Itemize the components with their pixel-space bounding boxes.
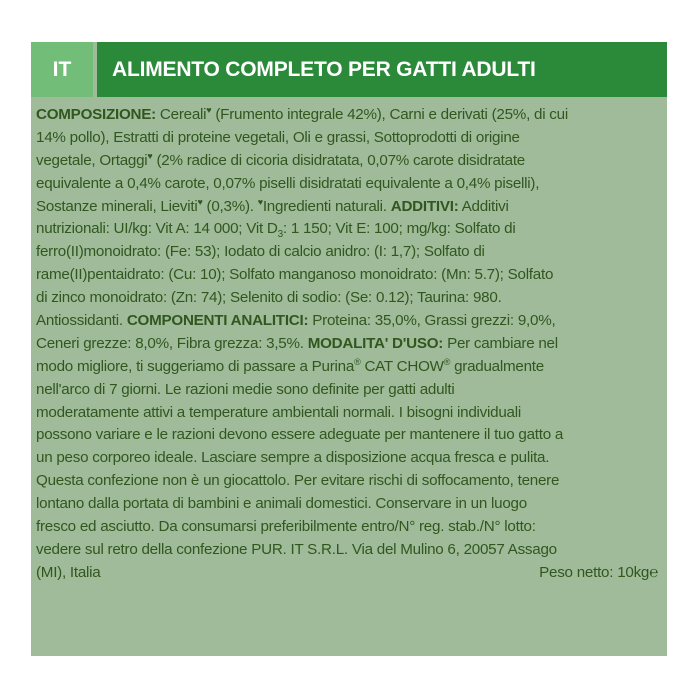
text-line [36,402,660,425]
text-segment: ® [443,356,451,367]
label-header [31,42,667,97]
section-heading: COMPONENTI ANALITICI: [126,312,309,330]
text-segment: ® [354,356,361,367]
text-segment: Ceneri grezze: 8,0%, Fibra grezza: 3,5%. [36,334,308,352]
text-line [36,424,660,447]
text-segment: Per cambiare nel [443,334,558,352]
text-segment: Questa confezione non è un giocattolo. Per evitare rischi di soffocamento, tenere [36,472,560,490]
text-segment: (Frumento integrale 42%), Carni e derivati (25%, di cui [211,106,568,123]
text-segment: Cereali [155,106,207,123]
text-segment: ♥ [206,104,212,115]
text-segment: Ingredienti naturali. [262,197,391,215]
text-line [36,539,660,562]
text-segment: Antiossidanti. [36,312,127,330]
text-segment: ♥ [147,150,153,161]
address-text: (MI), Italia [36,563,101,581]
text-line [36,218,660,241]
text-line [36,150,660,173]
final-row [36,562,660,585]
section-heading: MODALITA' D'USO: [307,334,444,352]
text-segment: nutrizionali: UI/kg: Vit A: 14 000; Vit D [36,220,278,238]
net-weight: Peso netto: 10kg℮ [539,563,658,581]
text-segment: : 1 150; Vit E: 100; mg/kg: Solfato di [282,220,516,238]
text-segment: lontano dalla portata di bambini e animali domestici. Conservare in un luogo [36,495,527,513]
text-segment: vegetale, Ortaggi [36,151,148,169]
text-segment: (0,3%). [202,197,258,215]
text-line [36,264,660,287]
text-line [36,356,660,379]
text-segment: di zinco monoidrato: (Zn: 74); Selenito di sodio: (Se: 0.12); Taurina: 980. [36,289,502,307]
text-line [36,241,660,264]
product-title: ALIMENTO COMPLETO PER GATTI ADULTI [97,42,667,97]
text-segment: vedere sul retro della confezione PUR. IT S.R.L. Via del Mulino 6, 20057 Assago [36,540,557,558]
text-line [36,493,660,516]
text-segment: nell'arco di 7 giorni. Le razioni medie sono definite per gatti adulti [36,380,455,398]
text-segment: 14% pollo), Estratti di proteine vegetali, Oli e grassi, Sottoprodotti di origine [36,128,520,146]
text-line [36,173,660,196]
text-line [36,379,660,402]
text-line [36,196,660,219]
text-line [36,310,660,333]
text-segment: ♥ [257,196,263,207]
text-segment: Additivi [458,197,509,215]
text-segment: ferro(II)monoidrato: (Fe: 53); Iodato di calcio anidro: (I: 1,7); Solfato di [36,243,485,261]
text-segment: CAT CHOW [360,357,444,375]
text-segment: gradualmente [450,357,544,375]
text-segment: un peso corporeo ideale. Lasciare sempre a disposizione acqua fresca e pulita. [36,449,550,467]
text-line [36,287,660,310]
text-segment: 3 [277,229,283,241]
text-segment: Sostanze minerali, Lieviti [36,197,198,215]
text-segment: ♥ [197,196,203,207]
section-heading: ADDITIVI: [390,197,459,215]
label-panel [31,42,667,656]
text-segment: equivalente a 0,4% carote, 0,07% piselli disidratati equivalente a 0,4% piselli), [36,174,540,192]
text-line [36,470,660,493]
label-text [36,104,660,585]
text-segment: (2% radice di cicoria disidratata, 0,07% carote disidratate [152,151,525,169]
text-segment: Proteina: 35,0%, Grassi grezzi: 9,0%, [308,312,556,330]
text-line [36,127,660,150]
text-line [36,333,660,356]
language-badge: IT [31,42,93,97]
text-line [36,447,660,470]
text-segment: rame(II)pentaidrato: (Cu: 10); Solfato manganoso monoidrato: (Mn: 5.7); Solfato [36,266,554,284]
text-segment: modo migliore, ti suggeriamo di passare a Purina [36,357,355,375]
text-segment: moderatamente attivi a temperature ambientali normali. I bisogni individuali [36,403,521,421]
text-segment: fresco ed asciutto. Da consumarsi preferibilmente entro/N° reg. stab./N° lotto: [36,518,536,536]
text-line [36,516,660,539]
text-line [36,104,660,127]
text-segment: possono variare e le razioni devono essere adeguate per mantenere il tuo gatto a [36,426,564,444]
section-heading: COMPOSIZIONE: [36,106,156,123]
